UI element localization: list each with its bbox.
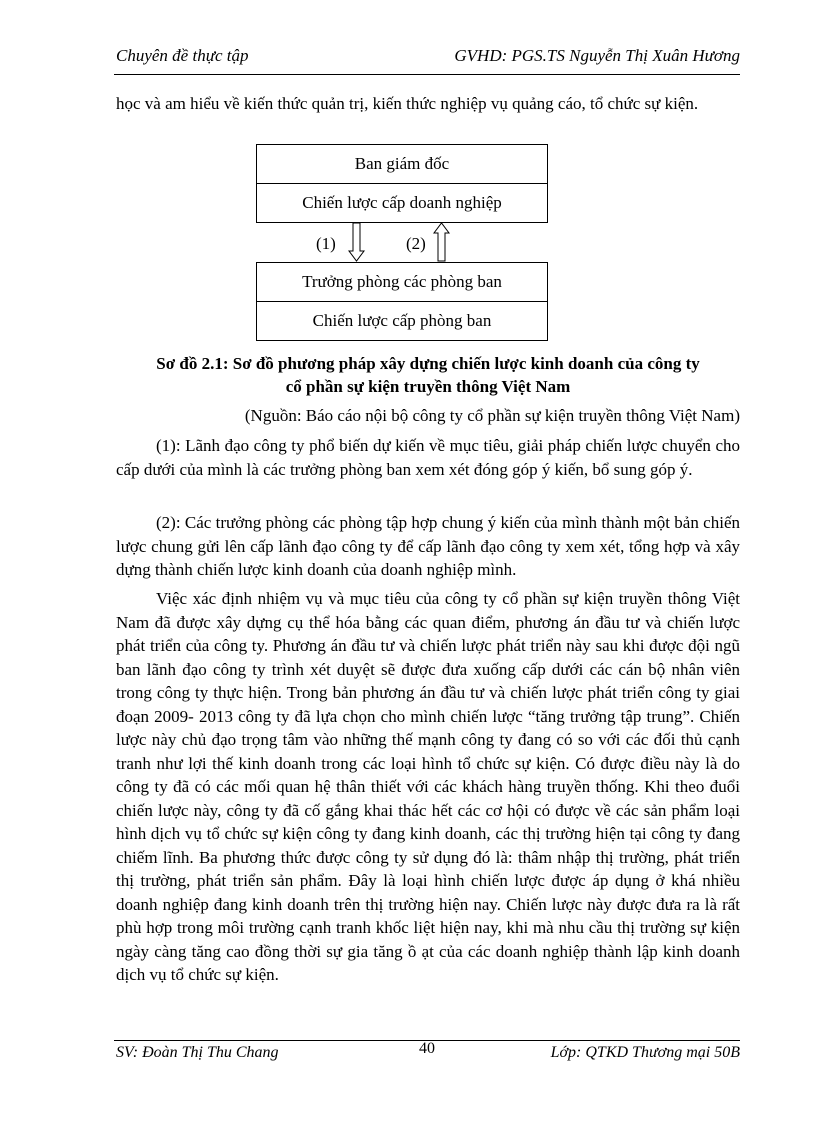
arrow-up-icon [434,223,449,261]
strategy-diagram [256,144,548,342]
intro-paragraph: học và am hiểu về kiến thức quản trị, kiến thức nghiệp vụ quảng cáo, tổ chức sự kiện. [116,94,699,113]
paragraph-step-1: (1): Lãnh đạo công ty phổ biến dự kiến về mục tiêu, giải pháp chiến lược chuyển cho cấp dưới của mình là các trưởng phòng ban xem xét đóng góp ý kiến, bổ sung góp ý. [116,436,740,479]
caption-line-2: cổ phần sự kiện truyền thông Việt Nam [285,377,571,396]
paragraph-strategy: Việc xác định nhiệm vụ và mục tiêu của công ty cổ phần sự kiện truyền thông Việt Nam đã được xây dựng cụ thể hóa bằng các quan điểm, phương án đầu tư và chiến lược phát triển của công ty. Phương án đầu tư và chiến lược phát triển này sau khi được đội ngũ ban lãnh đạo công ty trình xét duyệt sẽ được đưa xuống cấp dưới các cán bộ nhân viên trong công ty thực hiện. Trong bản phương án đầu tư và chiến lược phát triển công ty giai đoạn 2009- 2013 công ty đã lựa chọn cho mình chiến lược “tăng trưởng tập trung”. Chiến lược này chủ đạo trọng tâm vào những thế mạnh công ty đang có so với các đối thủ cạnh tranh như lợi thế kinh doanh trong các loại hình tổ chức sự kiện. Có được điều này là do công ty đã có các mối quan hệ thân thiết với các khách hàng truyền thống. Khi theo đuổi chiến lược này, công ty đã cố gắng khai thác hết các cơ hội có được về các sản phẩm loại hình dịch vụ tổ chức sự kiện công ty đang kinh doanh, các thị trường hiện tại công ty đang chiếm lĩnh. Ba phương thức được công ty sử dụng đó là: thâm nhập thị trường, phát triển thị trường, phát triển sản phẩm. Đây là loại hình chiến lược được áp dụng ở khá nhiều doanh nghiệp đang kinh doanh trên thị trường hiện nay. Chiến lược này được đưa ra là rất phù hợp trong môi trường cạnh tranh khốc liệt hiện nay, khi mà nhu cầu thị trường sự kiện ngày càng tăng cao đồng thời sự gia tăng ồ ạt của các doanh nghiệp thành lập kinh doanh dịch vụ tổ chức sự kiện. [116,589,740,984]
footer-student: SV: Đoàn Thị Thu Chang [116,1044,279,1061]
header-rule [114,74,740,75]
caption-line-1: Sơ đồ 2.1: Sơ đồ phương pháp xây dựng chiến lược kinh doanh của công ty [156,354,700,373]
diagram-box-department-strategy: Chiến lược cấp phòng ban [256,301,548,341]
arrow-down-icon [349,223,364,261]
page-number: 40 [419,1040,435,1057]
diagram-source: (Nguồn: Báo cáo nội bộ công ty cổ phần sự kiện truyền thông Việt Nam) [244,406,740,425]
diagram-box-corporate-strategy: Chiến lược cấp doanh nghiệp [256,183,548,223]
diagram-box-department-heads: Trưởng phòng các phòng ban [256,262,548,302]
arrow-label-2: (2) [406,234,426,253]
diagram-caption [116,352,740,398]
arrow-label-1: (1) [316,234,336,253]
footer-class: Lớp: QTKD Thương mại 50B [550,1044,740,1061]
diagram-box-board: Ban giám đốc [256,144,548,184]
header-advisor: GVHD: PGS.TS Nguyễn Thị Xuân Hương [454,46,740,65]
page-header [114,46,740,70]
diagram-arrows [256,144,548,342]
paragraph-step-2: (2): Các trưởng phòng các phòng tập hợp chung ý kiến của mình thành một bản chiến lược chung gửi lên cấp lãnh đạo công ty để cấp lãnh đạo công ty xem xét, tổng hợp và xây dựng thành chiến lược kinh doanh của doanh nghiệp mình. [116,513,740,579]
page-footer [114,1042,740,1068]
header-topic: Chuyên đề thực tập [116,46,249,65]
